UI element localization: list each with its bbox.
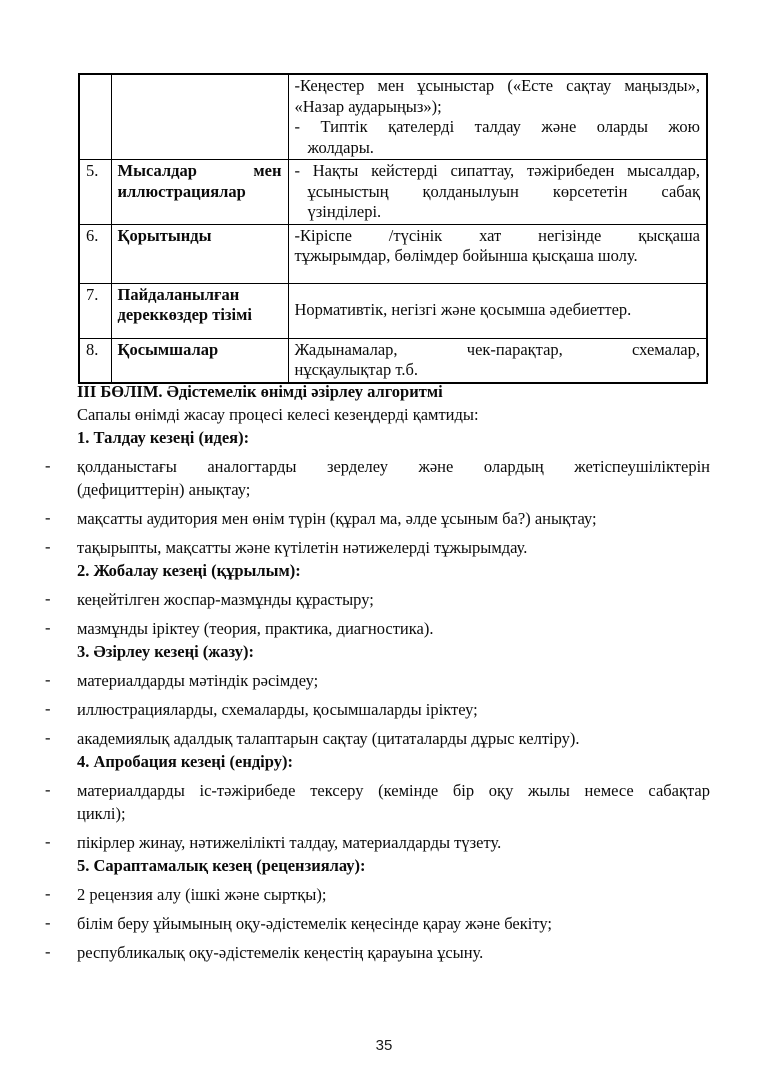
bullet-dash-marker: - — [45, 670, 51, 689]
text-line: нұсқаулықтар т.б. — [294, 360, 418, 379]
content-table — [78, 73, 708, 384]
list-item-text — [77, 669, 710, 692]
text-line: Мысалдар мен — [117, 161, 282, 180]
page-number: 35 — [375, 1037, 393, 1054]
cell-paragraph — [295, 76, 701, 117]
list-item-text — [77, 507, 710, 530]
text-line: - Типтік қателерді талдау және оларды жою — [294, 117, 700, 136]
bullet-dash-marker: - — [45, 537, 51, 556]
bullet-dash-marker: - — [45, 589, 51, 608]
list-item-text — [77, 941, 710, 964]
bullet-dash-marker: - — [45, 508, 51, 527]
bullet-dash-marker: - — [45, 913, 51, 932]
list-item — [45, 455, 710, 501]
stage-subheading: 5. Сараптамалық кезең (рецензиялау): — [77, 856, 366, 875]
bullet-dash-marker: - — [45, 456, 51, 475]
text-line: Жадынамалар, чек-парақтар, схемалар, — [294, 339, 700, 359]
text-line: Нормативтік, негізгі және қосымша әдебиеттер. — [294, 300, 632, 320]
text-line: тұжырымдар, бөлімдер бойынша қысқаша шолу. — [294, 246, 638, 265]
text-line: Пайдаланылған — [117, 284, 240, 304]
bullet-dash-marker: - — [45, 832, 51, 851]
list-item — [45, 779, 710, 825]
table-row — [79, 224, 707, 283]
bullet-dash-marker: - — [45, 728, 51, 747]
list-item-text — [77, 617, 710, 640]
list-item — [45, 912, 710, 935]
text-line: материалдарды іс-тәжірибеде тексеру (кемінде бір оқу жылы немесе сабақтар — [77, 781, 710, 800]
text-line: мақсатты аудитория мен өнім түрін (құрал ма, әлде ұсыным ба?) анықтау; — [77, 509, 597, 528]
list-item-text — [77, 698, 710, 721]
text-line: -Кеңестер мен ұсыныстар («Есте сақтау маңызды», — [294, 76, 700, 95]
list-item — [45, 588, 710, 611]
list-item-text — [77, 831, 710, 854]
row-content-cell — [288, 160, 707, 225]
row-content-cell — [288, 283, 707, 338]
text-line: мазмұнды іріктеу (теория, практика, диагностика). — [77, 619, 434, 638]
text-line: Қорытынды — [117, 225, 212, 245]
section-heading: III БӨЛІМ. Әдістемелік өнімді әзірлеу алгоритмі — [77, 382, 443, 401]
list-item-text — [77, 912, 710, 935]
cell-paragraph — [295, 161, 701, 223]
list-item-text — [77, 883, 710, 906]
text-line: - Нақты кейстерді сипаттау, тәжірибеден мысалдар, — [294, 161, 700, 180]
bullet-dash-marker: - — [45, 699, 51, 718]
list-item-text — [77, 588, 710, 611]
text-line: иллюстрациялар — [117, 181, 246, 201]
list-item-text — [77, 727, 710, 750]
text-line: ұсыныстың қолданылуын көрсететін сабақ — [307, 181, 700, 201]
row-title-cell — [111, 338, 288, 383]
list-item — [45, 883, 710, 906]
row-title-cell — [111, 224, 288, 283]
list-item — [45, 536, 710, 559]
cell-paragraph — [295, 300, 701, 321]
text-line: -Кіріспе /түсінік хат негізінде қысқаша — [294, 225, 700, 245]
content-table-body — [79, 74, 707, 383]
list-item — [45, 669, 710, 692]
row-number-cell: 5. — [79, 160, 111, 225]
row-title-cell — [111, 74, 288, 160]
cell-paragraph — [295, 117, 701, 158]
text-line: жолдары. — [307, 137, 374, 157]
text-line: үзінділері. — [307, 202, 382, 221]
row-content-cell — [288, 74, 707, 160]
list-item — [45, 507, 710, 530]
table-row — [79, 74, 707, 160]
text-line: білім беру ұйымының оқу-әдістемелік кеңесінде қарау және бекіту; — [77, 914, 552, 933]
row-number-cell: 7. — [79, 283, 111, 338]
row-content-cell — [288, 224, 707, 283]
row-number-cell — [79, 74, 111, 160]
text-line: «Назар аударыңыз»); — [294, 96, 442, 116]
text-line: материалдарды мәтіндік рәсімдеу; — [77, 671, 319, 690]
text-line: тақырыпты, мақсатты және күтілетін нәтижелерді тұжырымдау. — [77, 538, 528, 557]
section-intro: Сапалы өнімді жасау процесі келесі кезеңдерді қамтиды: — [77, 405, 479, 424]
row-number-cell: 8. — [79, 338, 111, 383]
list-item — [45, 941, 710, 964]
list-item — [45, 698, 710, 721]
cell-paragraph — [295, 340, 701, 381]
text-line: қолданыстағы аналогтарды зерделеу және олардың жетіспеушіліктерін — [77, 457, 710, 476]
row-title-cell — [111, 283, 288, 338]
list-item-text — [77, 779, 710, 825]
list-item — [45, 617, 710, 640]
text-line: циклі); — [77, 804, 126, 823]
list-item-text — [77, 536, 710, 559]
text-line: пікірлер жинау, нәтижелілікті талдау, материалдарды түзету. — [77, 833, 502, 852]
list-item — [45, 831, 710, 854]
row-content-cell — [288, 338, 707, 383]
row-number-cell: 6. — [79, 224, 111, 283]
list-item-text — [77, 455, 710, 501]
stage-subheading: 3. Әзірлеу кезеңі (жазу): — [77, 642, 255, 661]
stage-subheading: 1. Талдау кезеңі (идея): — [77, 428, 250, 447]
stage-subheading: 2. Жобалау кезеңі (құрылым): — [77, 561, 301, 580]
text-line: Қосымшалар — [117, 339, 219, 359]
text-line: кеңейтілген жоспар-мазмұнды құрастыру; — [77, 590, 374, 609]
stage-subheading: 4. Апробация кезеңі (ендіру): — [77, 752, 293, 771]
bullet-dash-marker: - — [45, 884, 51, 903]
section-body — [45, 380, 710, 964]
table-row — [79, 283, 707, 338]
cell-paragraph — [295, 226, 701, 267]
bullet-dash-marker: - — [45, 780, 51, 799]
section-blocks — [45, 426, 710, 964]
table-row — [79, 160, 707, 225]
text-line: дереккөздер тізімі — [117, 305, 252, 324]
bullet-dash-marker: - — [45, 942, 51, 961]
text-line: республикалық оқу-әдістемелік кеңестің қарауына ұсыну. — [77, 943, 484, 962]
table-row — [79, 338, 707, 383]
bullet-dash-marker: - — [45, 618, 51, 637]
text-line: (дефициттерін) анықтау; — [77, 480, 251, 499]
text-line: 2 рецензия алу (ішкі және сыртқы); — [77, 885, 327, 904]
row-title-cell — [111, 160, 288, 225]
text-line: академиялық адалдық талаптарын сақтау (цитаталарды дұрыс келтіру). — [77, 729, 580, 748]
list-item — [45, 727, 710, 750]
text-line: иллюстрацияларды, схемаларды, қосымшаларды іріктеу; — [77, 700, 478, 719]
